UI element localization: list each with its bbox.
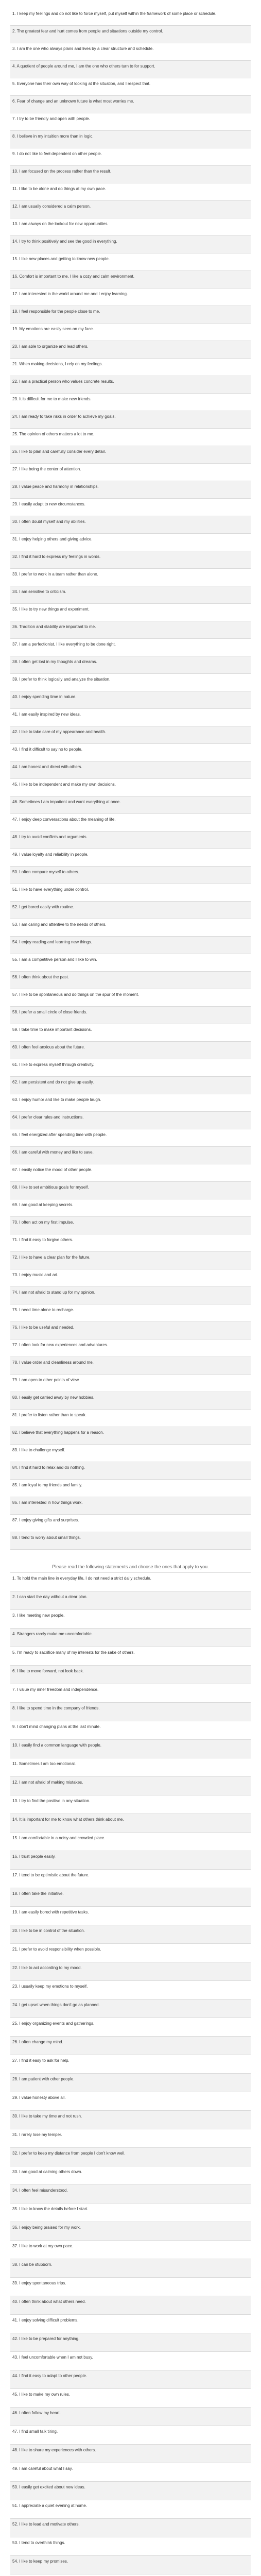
statement-item[interactable]: 42. I like to be prepared for anything.	[10, 2333, 251, 2352]
statement-item[interactable]: 76. I like to be useful and needed.	[10, 1322, 251, 1340]
statement-item[interactable]: 40. I enjoy spending time in nature.	[10, 691, 251, 709]
statement-item[interactable]: 5. Everyone has their own way of looking at the situation, and I respect that.	[10, 78, 251, 96]
statement-item[interactable]: 72. I like to have a clear plan for the future.	[10, 1252, 251, 1269]
statement-item[interactable]: 31. I rarely lose my temper.	[10, 2129, 251, 2148]
statement-item[interactable]: 63. I enjoy humor and like to make people laugh.	[10, 1094, 251, 1112]
statement-item[interactable]: 10. I easily find a common language with people.	[10, 1740, 251, 1758]
statement-item[interactable]: 17. I tend to be optimistic about the future.	[10, 1870, 251, 1888]
statement-item[interactable]: 65. I feel energized after spending time with people.	[10, 1129, 251, 1147]
statement-item[interactable]: 20. I like to be in control of the situation.	[10, 1925, 251, 1944]
statement-item[interactable]: 29. I value honesty above all.	[10, 2092, 251, 2111]
statement-item[interactable]: 47. I enjoy deep conversations about the meaning of life.	[10, 814, 251, 832]
statement-item[interactable]: 31. I enjoy helping others and giving advice.	[10, 534, 251, 551]
statement-item[interactable]: 53. I tend to overthink things.	[10, 2537, 251, 2556]
page	[10, 0, 251, 2576]
statement-item[interactable]: 8. I believe in my intuition more than in logic.	[10, 131, 251, 148]
statement-item[interactable]: 17. I am interested in the world around me and I enjoy learning.	[10, 289, 251, 306]
statement-item[interactable]: 34. I often feel misunderstood.	[10, 2185, 251, 2204]
statement-item[interactable]: 52. I like to lead and motivate others.	[10, 2519, 251, 2537]
statement-item[interactable]: 83. I like to challenge myself.	[10, 1445, 251, 1462]
statement-item[interactable]: 82. I believe that everything happens for a reason.	[10, 1427, 251, 1445]
statement-item[interactable]: 19. I am easily bored with repetitive tasks.	[10, 1907, 251, 1925]
statement-item[interactable]: 38. I often get lost in my thoughts and dreams.	[10, 656, 251, 674]
statement-item[interactable]: 81. I prefer to listen rather than to speak.	[10, 1410, 251, 1427]
statement-item[interactable]: 34. I am sensitive to criticism.	[10, 586, 251, 604]
statement-item[interactable]: 57. I like to be spontaneous and do things on the spur of the moment.	[10, 989, 251, 1007]
statement-item[interactable]: 9. I don't mind changing plans at the last minute.	[10, 1721, 251, 1740]
statement-item[interactable]: 60. I often feel anxious about the future.	[10, 1042, 251, 1059]
statement-item[interactable]: 27. I find it easy to ask for help.	[10, 2055, 251, 2074]
statement-item[interactable]: 47. I find small talk tiring.	[10, 2426, 251, 2445]
statement-item[interactable]: 87. I enjoy giving gifts and surprises.	[10, 1515, 251, 1532]
statement-item[interactable]: 10. I am focused on the process rather than the result.	[10, 166, 251, 183]
statement-item[interactable]: 6. Fear of change and an unknown future is what most worries me.	[10, 96, 251, 113]
statement-item[interactable]: 3. I am the one who always plans and lives by a clear structure and schedule.	[10, 43, 251, 61]
statement-item[interactable]: 28. I value peace and harmony in relationships.	[10, 481, 251, 499]
statement-item[interactable]: 45. I like to make my own rules.	[10, 2389, 251, 2408]
statement-item[interactable]: 48. I try to avoid conflicts and arguments.	[10, 832, 251, 849]
statement-item[interactable]: 26. I often change my mind.	[10, 2037, 251, 2055]
statement-item[interactable]: 54. I enjoy reading and learning new things.	[10, 937, 251, 954]
statement-item[interactable]: 1. I keep my feelings and do not like to force myself, put myself within the framework of some place or schedule.	[10, 8, 251, 26]
statement-item[interactable]: 21. When making decisions, I rely on my feelings.	[10, 359, 251, 376]
statement-item[interactable]: 59. I take time to make important decisions.	[10, 1024, 251, 1042]
statement-item[interactable]: 2. The greatest fear and hurt comes from people and situations outside my control.	[10, 26, 251, 43]
statement-item[interactable]: 70. I often act on my first impulse.	[10, 1217, 251, 1234]
statement-item[interactable]: 49. I value loyalty and reliability in people.	[10, 849, 251, 867]
statement-item[interactable]: 26. I like to plan and carefully consider every detail.	[10, 446, 251, 464]
statement-item[interactable]: 69. I am good at keeping secrets.	[10, 1199, 251, 1217]
statement-item[interactable]: 61. I like to express myself through creativity.	[10, 1059, 251, 1077]
statement-item[interactable]: 32. I find it hard to express my feelings in words.	[10, 551, 251, 569]
statement-item[interactable]: 29. I easily adapt to new circumstances.	[10, 499, 251, 516]
statement-item[interactable]: 45. I like to be independent and make my own decisions.	[10, 779, 251, 796]
statement-item[interactable]: 2. I can start the day without a clear plan.	[10, 1591, 251, 1610]
statement-item[interactable]: 37. I am a perfectionist, I like everything to be done right.	[10, 639, 251, 656]
statement-list-2	[10, 1560, 251, 2576]
statement-item[interactable]: 78. I value order and cleanliness around me.	[10, 1357, 251, 1375]
statement-item[interactable]: 13. I try to find the positive in any situation.	[10, 1795, 251, 1814]
statement-item[interactable]: 8. I like to spend time in the company of friends.	[10, 1703, 251, 1721]
statement-item[interactable]: 51. I appreciate a quiet evening at home.	[10, 2500, 251, 2519]
statement-item[interactable]: 22. I am a practical person who values concrete results.	[10, 376, 251, 394]
statement-item[interactable]: 52. I get bored easily with routine.	[10, 902, 251, 919]
statement-item[interactable]: 20. I am able to organize and lead others.	[10, 341, 251, 359]
statement-item[interactable]: 4. A quotient of people around me, I am the one who others turn to for support.	[10, 61, 251, 78]
statement-item[interactable]: 55. I am a competitive person and I like to win.	[10, 954, 251, 972]
statement-item[interactable]: 41. I enjoy solving difficult problems.	[10, 2315, 251, 2333]
statement-item[interactable]: 15. I like new places and getting to know new people.	[10, 253, 251, 271]
statement-item[interactable]: 54. I like to keep my promises.	[10, 2556, 251, 2574]
statement-item[interactable]: 37. I like to work at my own pace.	[10, 2241, 251, 2259]
statement-item[interactable]: 68. I like to set ambitious goals for myself.	[10, 1182, 251, 1199]
statement-item[interactable]: 77. I often look for new experiences and adventures.	[10, 1340, 251, 1357]
statement-item[interactable]: 21. I prefer to avoid responsibility when possible.	[10, 1944, 251, 1962]
statement-item[interactable]: 28. I am patient with other people.	[10, 2074, 251, 2092]
statement-item[interactable]: 84. I find it hard to relax and do nothing.	[10, 1462, 251, 1480]
statement-item[interactable]: 24. I get upset when things don't go as planned.	[10, 1999, 251, 2018]
statement-item[interactable]: 67. I easily notice the mood of other people.	[10, 1164, 251, 1182]
statement-item[interactable]: 56. I often think about the past.	[10, 972, 251, 989]
statement-item[interactable]: 79. I am open to other points of view.	[10, 1375, 251, 1392]
statement-item[interactable]: 50. I often compare myself to others.	[10, 867, 251, 884]
statement-item[interactable]: 5. I'm ready to sacrifice many of my interests for the sake of others.	[10, 1647, 251, 1666]
statement-item[interactable]: 24. I am ready to take risks in order to achieve my goals.	[10, 411, 251, 429]
statement-item[interactable]: 35. I like to try new things and experiment.	[10, 604, 251, 621]
statement-item[interactable]: 14. It is important for me to know what others think about me.	[10, 1814, 251, 1833]
statement-item[interactable]: 46. Sometimes I am impatient and want everything at once.	[10, 796, 251, 814]
statement-item[interactable]: 43. I feel uncomfortable when I am not busy.	[10, 2352, 251, 2370]
statement-item[interactable]: 4. Strangers rarely make me uncomfortable.	[10, 1629, 251, 1647]
statement-item[interactable]: 39. I enjoy spontaneous trips.	[10, 2278, 251, 2296]
statement-item[interactable]: 16. I trust people easily.	[10, 1851, 251, 1870]
statement-item[interactable]: 74. I am not afraid to stand up for my opinion.	[10, 1287, 251, 1304]
statement-item[interactable]: 23. I usually keep my emotions to myself.	[10, 1981, 251, 1999]
statement-item[interactable]: 23. It is difficult for me to make new friends.	[10, 394, 251, 411]
statement-item[interactable]: 6. I like to move forward, not look back.	[10, 1666, 251, 1684]
statement-item[interactable]: 15. I am comfortable in a noisy and crowded place.	[10, 1833, 251, 1851]
statement-item[interactable]: 14. I try to think positively and see the good in everything.	[10, 236, 251, 253]
statement-item[interactable]: 44. I find it easy to adapt to other people.	[10, 2370, 251, 2389]
statement-list-1	[10, 0, 251, 1560]
statement-item[interactable]: 58. I prefer a small circle of close friends.	[10, 1007, 251, 1024]
statement-item[interactable]: 16. Comfort is important to me, I like a cozy and calm environment.	[10, 271, 251, 289]
statement-item[interactable]: 25. I enjoy organizing events and gatherings.	[10, 2018, 251, 2037]
statement-item[interactable]: 49. I am careful about what I say.	[10, 2463, 251, 2482]
statement-item[interactable]: 75. I need time alone to recharge.	[10, 1304, 251, 1322]
statement-item[interactable]: 43. I find it difficult to say no to people.	[10, 744, 251, 761]
statement-item[interactable]: 9. I do not like to feel dependent on other people.	[10, 148, 251, 166]
statement-item[interactable]: 7. I value my inner freedom and independence.	[10, 1684, 251, 1703]
statement-item[interactable]: 12. I am usually considered a calm person.	[10, 201, 251, 218]
statement-item[interactable]: 30. I like to take my time and not rush.	[10, 2111, 251, 2129]
section-title: Please read the following statements and choose the ones that apply to you.	[10, 1560, 251, 1573]
statement-item[interactable]: 85. I am loyal to my friends and family.	[10, 1480, 251, 1497]
statement-item[interactable]: 71. I find it easy to forgive others.	[10, 1234, 251, 1252]
statement-item[interactable]: 18. I feel responsible for the people close to me.	[10, 306, 251, 324]
statement-item[interactable]: 35. I like to know the details before I start.	[10, 2204, 251, 2222]
statement-item[interactable]: 46. I often follow my heart.	[10, 2408, 251, 2426]
statement-item[interactable]: 36. Tradition and stability are important to me.	[10, 621, 251, 639]
statement-item[interactable]: 22. I like to act according to my mood.	[10, 1962, 251, 1981]
statement-item[interactable]: 86. I am interested in how things work.	[10, 1497, 251, 1515]
statement-item[interactable]: 80. I easily get carried away by new hobbies.	[10, 1392, 251, 1410]
statement-item[interactable]: 19. My emotions are easily seen on my face.	[10, 324, 251, 341]
statement-item[interactable]: 51. I like to have everything under control.	[10, 884, 251, 902]
statement-item[interactable]: 38. I can be stubborn.	[10, 2259, 251, 2278]
statement-item[interactable]: 1. To hold the main line in everyday life, I do not need a strict daily schedule.	[10, 1573, 251, 1591]
statement-item[interactable]: 33. I prefer to work in a team rather than alone.	[10, 569, 251, 586]
statement-item[interactable]: 62. I am persistent and do not give up easily.	[10, 1077, 251, 1094]
statement-item[interactable]: 18. I often take the initiative.	[10, 1888, 251, 1907]
statement-item[interactable]: 36. I enjoy being praised for my work.	[10, 2222, 251, 2241]
statement-item[interactable]: 33. I am good at calming others down.	[10, 2166, 251, 2185]
statement-item[interactable]: 25. The opinion of others matters a lot to me.	[10, 429, 251, 446]
statement-item[interactable]: 48. I like to share my experiences with others.	[10, 2445, 251, 2463]
statement-item[interactable]: 40. I often think about what others need.	[10, 2296, 251, 2315]
statement-item[interactable]: 50. I easily get excited about new ideas.	[10, 2482, 251, 2500]
statement-item[interactable]: 12. I am not afraid of making mistakes.	[10, 1777, 251, 1795]
statement-item[interactable]: 39. I prefer to think logically and analyze the situation.	[10, 674, 251, 691]
statement-item[interactable]: 7. I try to be friendly and open with people.	[10, 113, 251, 131]
statement-item[interactable]: 13. I am always on the lookout for new opportunities.	[10, 218, 251, 236]
statement-item[interactable]: 32. I prefer to keep my distance from people I don't know well.	[10, 2148, 251, 2166]
statement-item[interactable]: 64. I prefer clear rules and instructions.	[10, 1112, 251, 1129]
statement-item[interactable]: 53. I am caring and attentive to the needs of others.	[10, 919, 251, 937]
statement-item[interactable]: 3. I like meeting new people.	[10, 1610, 251, 1629]
statement-item[interactable]: 73. I enjoy music and art.	[10, 1269, 251, 1287]
statement-item[interactable]: 88. I tend to worry about small things.	[10, 1532, 251, 1550]
statement-item[interactable]: 11. I like to be alone and do things at my own pace.	[10, 183, 251, 201]
statement-item[interactable]: 30. I often doubt myself and my abilities.	[10, 516, 251, 534]
statement-item[interactable]: 42. I like to take care of my appearance and health.	[10, 726, 251, 744]
statement-item[interactable]: 41. I am easily inspired by new ideas.	[10, 709, 251, 726]
statement-item[interactable]: 27. I like being the center of attention.	[10, 464, 251, 481]
statement-item[interactable]: 44. I am honest and direct with others.	[10, 761, 251, 779]
statement-item[interactable]: 66. I am careful with money and like to save.	[10, 1147, 251, 1164]
statement-item[interactable]: 11. Sometimes I am too emotional.	[10, 1758, 251, 1777]
